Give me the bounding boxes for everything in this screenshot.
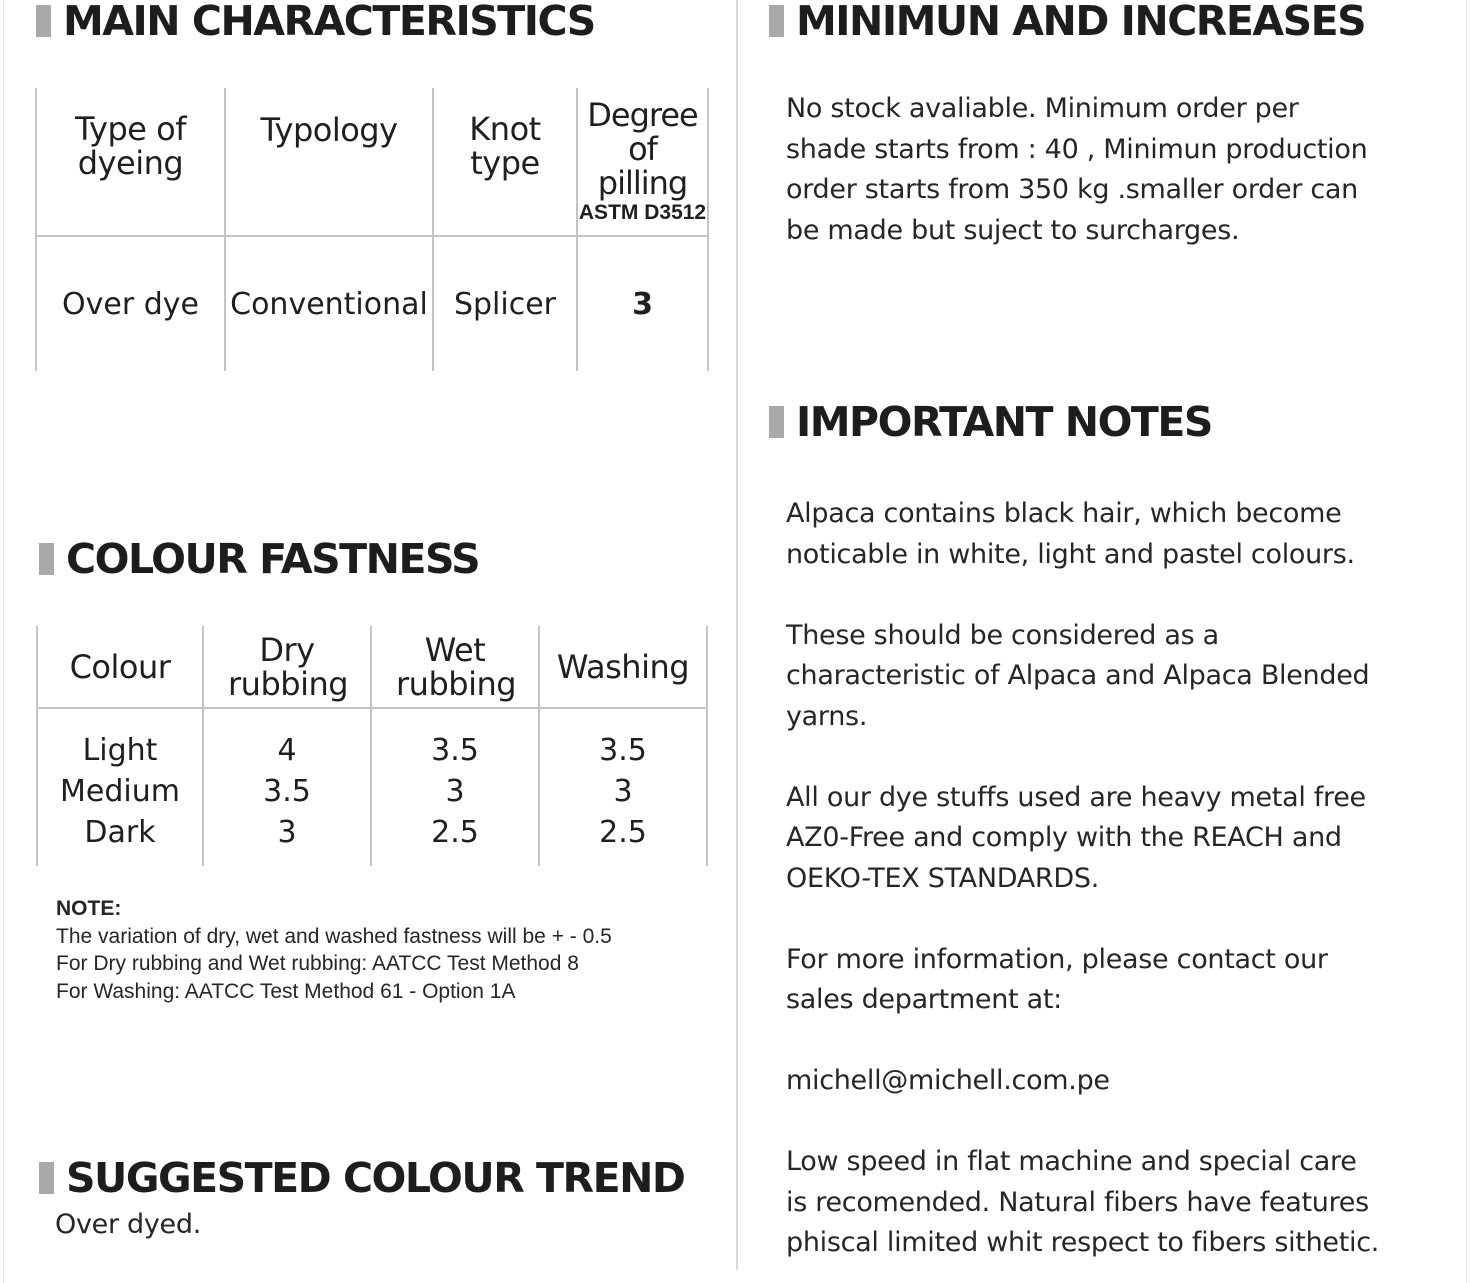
header-washing: Washing xyxy=(539,626,707,708)
heading-marker xyxy=(769,5,784,37)
header-label: Type of dyeing xyxy=(74,109,186,182)
page-edge-right xyxy=(1466,0,1467,1283)
text-line: OEKO-TEX STANDARDS. xyxy=(786,862,1100,894)
wet-rubbing-light: 3.5 xyxy=(431,733,479,768)
main-characteristics-value-row xyxy=(36,236,708,371)
text-line: No stock avaliable. Minimum order per xyxy=(786,93,1299,124)
main-characteristics-heading xyxy=(36,0,595,45)
dry-rubbing-dark: 3 xyxy=(277,815,297,850)
text-line: Alpaca contains black hair, which become xyxy=(786,498,1342,529)
note-title: NOTE: xyxy=(56,897,122,920)
main-characteristics-header-row xyxy=(36,88,708,236)
notes-paragraph xyxy=(786,494,1379,575)
column-divider xyxy=(736,0,738,1270)
wet-rubbing-medium: 3 xyxy=(445,774,465,809)
minimum-and-increases-heading xyxy=(769,0,1365,45)
heading-marker xyxy=(769,406,784,438)
main-characteristics-table xyxy=(35,88,709,371)
value-knot-type: Splicer xyxy=(433,236,577,371)
header-colour: Colour xyxy=(37,626,203,708)
main-characteristics-title: MAIN CHARACTERISTICS xyxy=(63,0,595,45)
washing-light: 3.5 xyxy=(599,733,647,768)
text-line: yarns. xyxy=(786,700,868,732)
header-label: Degree of pilling xyxy=(587,95,698,202)
text-line: sales department at: xyxy=(786,984,1062,1015)
colour-dark: Dark xyxy=(84,815,156,850)
dry-rubbing-medium: 3.5 xyxy=(263,774,311,809)
notes-paragraph xyxy=(786,1142,1379,1264)
dry-rubbing-column xyxy=(203,708,371,866)
text-line: All our dye stuffs used are heavy metal free xyxy=(786,781,1366,813)
text-line: shade starts from : 40 , Minimun production xyxy=(786,133,1368,165)
heading-marker xyxy=(39,1162,54,1194)
suggested-colour-trend-heading xyxy=(39,1154,684,1202)
notes-paragraph xyxy=(786,616,1379,738)
header-typology xyxy=(225,88,433,236)
text-line: is recomended. Natural fibers have features xyxy=(786,1186,1369,1218)
value-type-of-dyeing: Over dye xyxy=(36,236,225,371)
colour-column xyxy=(37,708,203,866)
colour-fastness-header-row xyxy=(37,626,707,708)
contact-email: michell@michell.com.pe xyxy=(786,1065,1110,1096)
header-label: Typology xyxy=(260,110,398,149)
colour-fastness-table xyxy=(36,626,708,866)
header-sub-label: ASTM D3512 xyxy=(578,200,707,224)
notes-paragraph xyxy=(786,940,1379,1021)
heading-marker xyxy=(36,5,51,37)
notes-paragraph xyxy=(786,778,1379,900)
important-notes-title: IMPORTANT NOTES xyxy=(796,398,1212,446)
washing-column xyxy=(539,708,707,866)
header-label: Knot type xyxy=(469,109,541,182)
header-knot-type xyxy=(433,88,577,236)
value-degree-of-pilling: 3 xyxy=(577,236,708,371)
note-line: For Washing: AATCC Test Method 61 - Option 1A xyxy=(56,979,516,1003)
note-line: For Dry rubbing and Wet rubbing: AATCC Test Method 8 xyxy=(56,952,579,975)
colour-medium: Medium xyxy=(60,774,180,809)
suggested-colour-trend-title: SUGGESTED COLOUR TREND xyxy=(66,1154,685,1202)
minimum-and-increases-title: MINIMUN AND INCREASES xyxy=(796,0,1366,45)
colour-fastness-title: COLOUR FASTNESS xyxy=(66,535,480,583)
header-dry-rubbing: Dry rubbing xyxy=(203,626,371,708)
text-line: be made but suject to surcharges. xyxy=(786,214,1240,246)
text-line: These should be considered as a xyxy=(786,619,1219,651)
note-line: The variation of dry, wet and washed fastness will be + - 0.5 xyxy=(56,924,612,948)
text-line: characteristic of Alpaca and Alpaca Blended xyxy=(786,660,1370,691)
header-wet-rubbing: Wet rubbing xyxy=(371,626,539,708)
important-notes-text xyxy=(786,494,1379,1264)
text-line: order starts from 350 kg .smaller order can xyxy=(786,174,1358,205)
page-edge-left xyxy=(3,0,4,1283)
dry-rubbing-light: 4 xyxy=(277,733,297,768)
colour-fastness-values-row xyxy=(37,708,707,866)
text-line: phiscal limited whit respect to fibers sithetic. xyxy=(786,1227,1380,1258)
suggested-colour-trend-text: Over dyed. xyxy=(55,1209,201,1240)
wet-rubbing-column xyxy=(371,708,539,866)
header-degree-of-pilling xyxy=(577,88,708,236)
wet-rubbing-dark: 2.5 xyxy=(431,815,479,850)
value-typology: Conventional xyxy=(225,236,433,371)
text-line: AZ0-Free and comply with the REACH and xyxy=(786,822,1342,853)
text-line: noticable in white, light and pastel colours. xyxy=(786,538,1355,570)
minimum-and-increases-text xyxy=(786,89,1367,251)
washing-medium: 3 xyxy=(613,774,633,809)
washing-dark: 2.5 xyxy=(599,815,647,850)
header-type-of-dyeing xyxy=(36,88,225,236)
fastness-note xyxy=(56,895,612,1005)
text-line: Low speed in flat machine and special care xyxy=(786,1146,1357,1177)
notes-paragraph xyxy=(786,1061,1379,1102)
heading-marker xyxy=(39,543,54,575)
text-line: For more information, please contact our xyxy=(786,943,1328,975)
colour-fastness-heading xyxy=(39,535,479,583)
important-notes-heading xyxy=(769,398,1212,446)
colour-light: Light xyxy=(82,733,158,768)
